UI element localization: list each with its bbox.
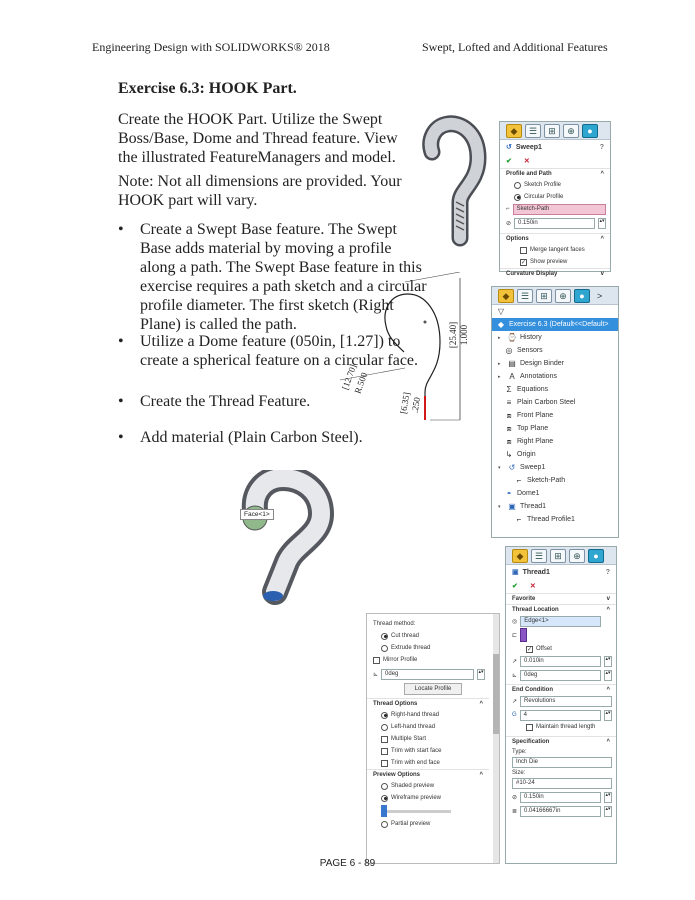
thread-method-label: Thread method: <box>373 621 416 627</box>
collapse-icon: ^ <box>600 171 604 177</box>
scrollbar[interactable] <box>493 614 499 863</box>
propertymanager-icon[interactable]: ☰ <box>531 549 547 563</box>
preview-label: Show preview <box>530 259 568 265</box>
header-left: Engineering Design with SOLIDWORKS® 2018 <box>92 40 330 54</box>
shaded-preview-radio[interactable] <box>381 783 388 790</box>
trim-start-checkbox[interactable] <box>381 748 388 755</box>
tree-item-top-plane[interactable]: ⧈ Top Plane <box>492 422 618 435</box>
specification-section[interactable]: Specification ^ <box>506 736 616 747</box>
end-condition-section[interactable]: End Condition ^ <box>506 684 616 695</box>
exercise-title: Exercise 6.3: HOOK Part. <box>118 80 297 97</box>
configmanager-icon[interactable]: ⊞ <box>544 124 560 138</box>
dim-12-70: [12.70] <box>339 362 359 392</box>
dim-250: .250 <box>409 396 423 414</box>
mirror-profile-checkbox[interactable] <box>373 657 380 664</box>
partial-preview-radio[interactable] <box>381 821 388 828</box>
trim-end-checkbox[interactable] <box>381 760 388 767</box>
ok-cancel-row <box>500 154 610 168</box>
edge-icon: ◎ <box>512 618 518 625</box>
sensor-icon: ◎ <box>505 345 513 355</box>
bullet-glyph: • <box>118 333 124 350</box>
dome-icon: ◓ <box>506 488 512 498</box>
bullet-glyph: • <box>118 393 124 410</box>
left-hand-label: Left-hand thread <box>391 724 436 730</box>
multiple-start-label: Multiple Start <box>391 736 427 742</box>
diameter-icon: ⊘ <box>506 220 512 227</box>
preview-checkbox[interactable]: ✓ <box>521 259 527 266</box>
origin-icon: ↳ <box>505 449 513 459</box>
merge-checkbox[interactable] <box>520 247 527 254</box>
preview-options-section[interactable]: Preview Options ^ <box>367 769 489 780</box>
revolutions-field[interactable]: 4 <box>520 710 601 721</box>
pitch-field[interactable]: 0.04166667in <box>520 806 601 817</box>
featuremanager-icon[interactable]: ◆ <box>498 289 514 303</box>
material-icon: ≡ <box>506 397 512 407</box>
filter-row <box>492 305 618 318</box>
cancel-button[interactable]: ✕ <box>523 158 530 165</box>
featuremanager-tree <box>491 286 619 538</box>
tree-item-front-plane[interactable]: ⧈ Front Plane <box>492 409 618 422</box>
collapse-icon: ^ <box>606 607 610 613</box>
left-hand-radio[interactable] <box>381 724 388 731</box>
thread-diameter-spinner[interactable]: ▴▾ <box>604 792 612 803</box>
dim-25-40: [25.40] <box>448 321 459 349</box>
curvature-section[interactable]: Curvature Display v <box>500 268 610 279</box>
end-type-select[interactable]: Revolutions <box>520 696 612 707</box>
diameter-icon: ⊘ <box>512 794 518 801</box>
display-icon[interactable]: ● <box>588 549 604 563</box>
face-field[interactable] <box>520 628 527 642</box>
annotation-icon: A <box>509 371 515 381</box>
mirror-profile-label: Mirror Profile <box>383 657 418 663</box>
more-tabs-icon[interactable]: > <box>597 290 603 301</box>
size-select[interactable]: #10-24 <box>512 778 612 789</box>
right-hand-radio[interactable] <box>381 712 388 719</box>
thread-title-row <box>506 565 616 579</box>
ok-button[interactable]: ✔ <box>506 158 512 165</box>
maintain-length-label: Maintain thread length <box>536 724 596 730</box>
sketch-icon: ⌐ <box>516 475 522 485</box>
tree-item-design-binder[interactable]: ▸ ▤ Design Binder <box>498 358 564 368</box>
page-footer: PAGE 6 - 89 <box>319 858 376 869</box>
bullet-glyph: • <box>118 221 124 238</box>
hook-model-large <box>225 470 345 610</box>
pitch-icon: ≣ <box>512 808 518 815</box>
right-hand-label: Right-hand thread <box>391 712 440 718</box>
cancel-button[interactable]: ✕ <box>529 583 536 590</box>
revolutions-spinner[interactable]: ▴▾ <box>604 710 612 721</box>
thread-options-panel <box>366 613 500 864</box>
intro-text: Create the HOOK Part. Utilize the Swept Boss/Base, Dome and Thread feature. View the illustrated FeatureManagers and model. <box>118 111 398 166</box>
edge-field[interactable]: Edge<1> <box>520 616 601 627</box>
dimxpert-icon[interactable]: ⊕ <box>569 549 585 563</box>
profile-angle-field[interactable]: 0deg <box>381 669 474 680</box>
expand-icon: v <box>606 596 610 602</box>
circular-profile-radio[interactable] <box>514 194 521 201</box>
sketch-profile-label: Sketch Profile <box>524 182 562 188</box>
offset-label: Offset <box>536 646 552 652</box>
bullet-dome-text: Utilize a Dome feature (050in, [1.27]) to create a spherical feature on a circular face. <box>140 333 419 369</box>
tree-item-sweep[interactable]: ▾ ↺ Sweep1 <box>498 462 546 472</box>
collapse-icon: ^ <box>606 739 610 745</box>
bullet-sweep-text: Create a Swept Base feature. The Swept Base adds material by moving a profile along a path. The Swept Base feature in this exercise requires a path sketch and a circular profile diameter. The first sketch (Right Plane) is called the path. <box>140 221 427 333</box>
dimxpert-icon[interactable]: ⊕ <box>555 289 571 303</box>
preview-slider[interactable] <box>381 810 451 813</box>
maintain-length-checkbox[interactable] <box>526 724 533 731</box>
tree-item-dome[interactable]: ◓ Dome1 <box>492 487 618 500</box>
collapse-icon: ^ <box>479 701 483 707</box>
thread-options-section[interactable]: Thread Options ^ <box>367 698 489 709</box>
filter-icon[interactable]: ▽ <box>497 306 505 316</box>
options-section[interactable]: Options ^ <box>500 233 610 244</box>
collapse-icon: ^ <box>600 236 604 242</box>
angle-icon: ⊾ <box>373 671 379 678</box>
merge-label: Merge tangent faces <box>530 247 585 253</box>
thread-location-section[interactable]: Thread Location ^ <box>506 604 616 615</box>
part-icon: ◆ <box>497 319 505 329</box>
bullet-glyph: • <box>118 429 124 446</box>
angle-spinner[interactable]: ▴▾ <box>604 670 612 681</box>
offset-spinner[interactable]: ▴▾ <box>604 656 612 667</box>
configmanager-icon[interactable]: ⊞ <box>550 549 566 563</box>
sweep-title-row <box>500 140 610 154</box>
display-icon[interactable]: ● <box>582 124 598 138</box>
tree-item-thread[interactable]: ▾ ▣ Thread1 <box>498 501 547 511</box>
propertymanager-icon[interactable]: ☰ <box>517 289 533 303</box>
ok-button[interactable]: ✔ <box>512 583 518 590</box>
cut-thread-radio[interactable] <box>381 633 388 640</box>
thread-icon: ▣ <box>508 501 516 511</box>
tree-item-origin[interactable]: ↳ Origin <box>505 449 536 459</box>
extrude-thread-radio[interactable] <box>381 645 388 652</box>
tree-root[interactable]: ◆ Exercise 6.3 (Default<<Default> <box>492 318 618 331</box>
bullet-material-text: Add material (Plain Carbon Steel). <box>140 429 363 446</box>
face-tooltip: Face<1> <box>240 509 274 520</box>
cut-thread-label: Cut thread <box>391 633 420 639</box>
ok-cancel-row <box>506 579 616 593</box>
trim-end-label: Trim with end face <box>391 760 440 766</box>
binder-icon: ▤ <box>508 358 516 368</box>
sketch-profile-radio[interactable] <box>514 182 521 189</box>
plane-icon: ⧈ <box>506 436 512 446</box>
pm-toolbar <box>506 547 616 565</box>
sweep-title: Sweep1 <box>515 143 542 151</box>
type-label: Type: <box>512 748 527 755</box>
featuremanager-icon[interactable]: ◆ <box>506 124 522 138</box>
hook-model-small <box>420 110 500 250</box>
sketch-icon: ⌐ <box>516 514 522 524</box>
offset-field[interactable]: 0.010in <box>520 656 601 667</box>
shaded-preview-label: Shaded preview <box>391 783 435 789</box>
tree-item-material[interactable]: ≡ Plain Carbon Steel <box>492 396 618 409</box>
tree-item-right-plane[interactable]: ⧈ Right Plane <box>492 435 618 448</box>
equation-icon: Σ <box>506 384 512 394</box>
plane-icon: ⧈ <box>506 423 512 433</box>
circular-profile-label: Circular Profile <box>524 194 564 200</box>
thread-title: Thread1 <box>522 568 550 576</box>
dimxpert-icon[interactable]: ⊕ <box>563 124 579 138</box>
help-icon[interactable]: ? <box>605 568 610 576</box>
note-text: Note: Not all dimensions are provided. Your HOOK part will vary. <box>118 173 402 209</box>
path-field[interactable]: Sketch-Path <box>513 204 606 215</box>
tree-item-thread-profile[interactable]: ⌐ Thread Profile1 <box>492 513 618 526</box>
profile-path-section[interactable]: Profile and Path ^ <box>500 168 610 179</box>
sweep-icon: ↺ <box>506 144 512 151</box>
help-icon[interactable]: ? <box>599 143 604 151</box>
thread-property-manager <box>505 546 617 864</box>
revolutions-icon: G <box>512 712 517 718</box>
dim-r-500: R.500 <box>352 371 370 395</box>
dim-1-000: 1.000 <box>459 324 470 346</box>
angle-field[interactable]: 0deg <box>520 670 601 681</box>
multiple-start-checkbox[interactable] <box>381 736 388 743</box>
wireframe-preview-label: Wireframe preview <box>391 795 442 801</box>
type-select[interactable]: Inch Die <box>512 757 612 768</box>
header-right: Swept, Lofted and Additional Features <box>422 40 608 54</box>
face-icon: ⊏ <box>512 632 518 639</box>
pm-toolbar <box>500 122 610 140</box>
path-icon: ⌐ <box>506 206 510 212</box>
tree-item-equations[interactable]: Σ Equations <box>492 383 618 396</box>
tree-item-sensors[interactable]: ◎ Sensors <box>505 345 543 355</box>
pitch-spinner[interactable]: ▴▾ <box>604 806 612 817</box>
propertymanager-icon[interactable]: ☰ <box>525 124 541 138</box>
configmanager-icon[interactable]: ⊞ <box>536 289 552 303</box>
plane-icon: ⧈ <box>506 410 512 420</box>
profile-angle-spinner[interactable]: ▴▾ <box>477 669 485 680</box>
sweep-property-manager <box>499 121 611 277</box>
bullet-thread-text: Create the Thread Feature. <box>140 393 311 410</box>
collapse-icon: ^ <box>479 772 483 778</box>
tree-item-annotations[interactable]: ▸ A Annotations <box>498 371 557 381</box>
dim-6-35: [6.35] <box>398 391 412 415</box>
locate-profile-button[interactable]: Locate Profile <box>404 683 463 695</box>
tree-toolbar <box>492 287 618 305</box>
sweep-icon: ↺ <box>508 462 516 472</box>
direction-icon[interactable]: ↗ <box>512 698 518 705</box>
offset-checkbox[interactable]: ✓ <box>527 646 533 653</box>
partial-preview-label: Partial preview <box>391 821 431 827</box>
expand-icon: v <box>600 271 604 277</box>
trim-start-label: Trim with start face <box>391 748 442 754</box>
offset-dir-icon[interactable]: ↗ <box>512 658 518 665</box>
angle-icon: ⊾ <box>512 672 518 679</box>
display-icon[interactable]: ● <box>574 289 590 303</box>
extrude-thread-label: Extrude thread <box>391 645 431 651</box>
thread-icon: ▣ <box>512 569 519 576</box>
thread-diameter-field[interactable]: 0.150in <box>520 792 601 803</box>
history-icon: ⌚ <box>507 332 517 342</box>
wireframe-preview-radio[interactable] <box>381 795 388 802</box>
size-label: Size: <box>512 769 526 776</box>
tree-item-history[interactable]: ▸ ⌚ History <box>498 332 542 342</box>
collapse-icon: ^ <box>606 687 610 693</box>
diameter-spinner[interactable]: ▴▾ <box>598 218 606 229</box>
featuremanager-icon[interactable]: ◆ <box>512 549 528 563</box>
tree-item-sketch-path[interactable]: ⌐ Sketch-Path <box>492 474 618 487</box>
diameter-field[interactable]: 0.150in <box>514 218 595 229</box>
favorite-section[interactable]: Favorite v <box>506 593 616 604</box>
